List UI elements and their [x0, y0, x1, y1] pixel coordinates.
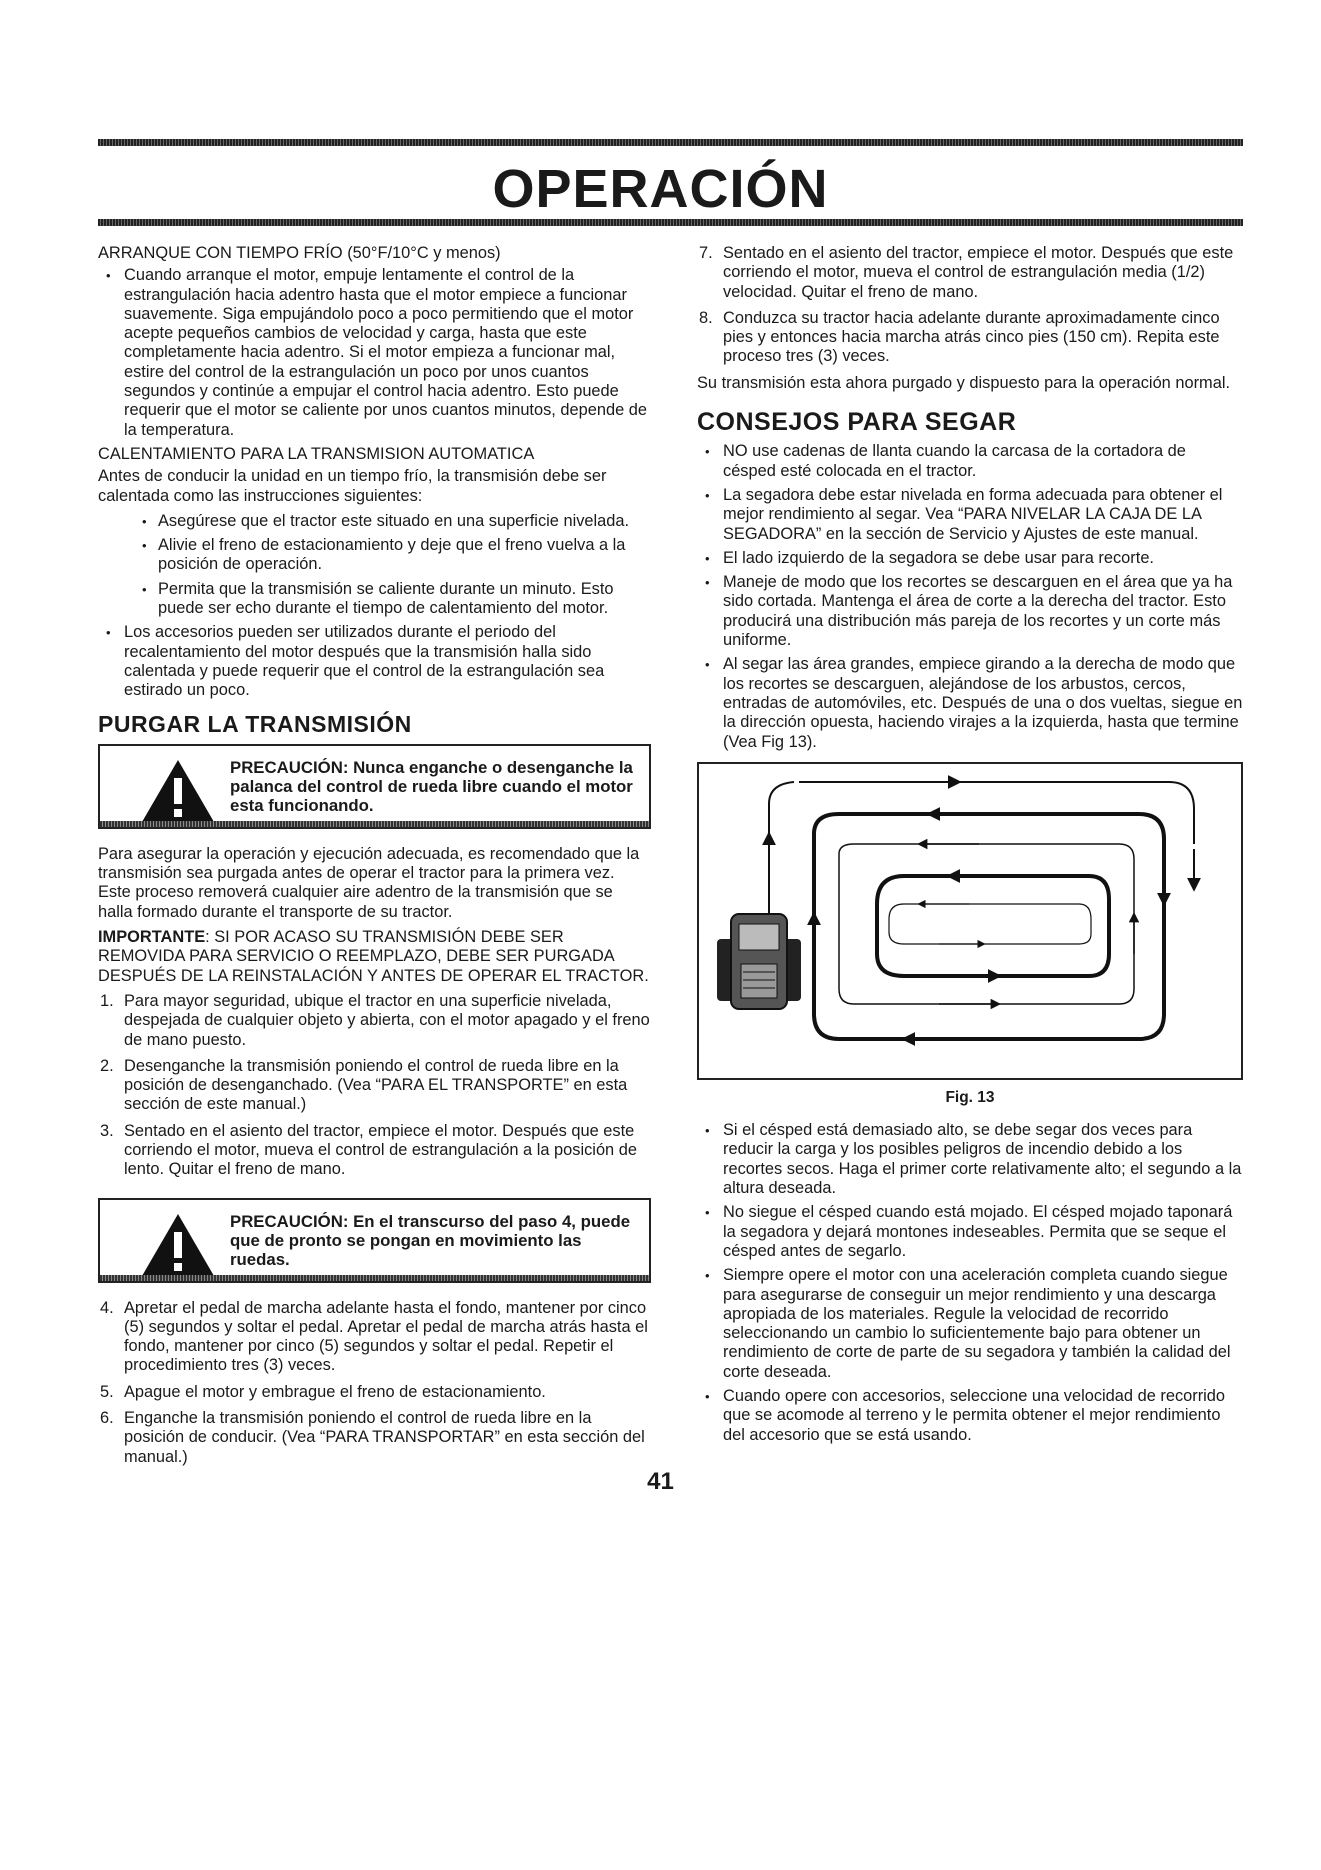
list-item [697, 309, 1243, 367]
warning-text: PRECAUCIÓN: Nunca enganche o desenganche la palanca del control de rueda libre cuando el motor esta funcionando. [230, 757, 633, 815]
list-item: • Permita que la transmisión se caliente durante un minuto. Esto puede ser echo durante el tiempo de calentamiento del motor. [134, 580, 651, 619]
tractor-icon [717, 914, 801, 1009]
list-item [697, 244, 1243, 302]
list-item [98, 1383, 651, 1402]
warning-text: PRECAUCIÓN: En el transcurso del paso 4, puede que de pronto se pongan en movimiento las ruedas. [230, 1211, 631, 1269]
page-number: 41 [647, 1468, 674, 1495]
warning-triangle-icon [140, 1212, 216, 1278]
step-number: 3. [100, 1121, 114, 1140]
accessories-list [98, 623, 651, 700]
cold-start-list [98, 266, 651, 440]
important-label: IMPORTANTE [98, 928, 206, 947]
step-text: Conduzca su tractor hacia adelante durante aproximadamente cinco pies y entonces hacia marcha atrás cinco pies (150 cm). Repita este proceso tres (3) veces. [723, 308, 1220, 366]
list-item: • No siegue el césped cuando está mojado. El césped mojado taponará la segadora y dejará montones indeseables. Permita que se seque el césped antes de segarlo. [697, 1203, 1243, 1261]
list-item [98, 1409, 651, 1467]
step-number: 4. [100, 1298, 114, 1317]
right-column [697, 244, 1243, 1450]
step-text: Desenganche la transmisión poniendo el control de rueda libre en la posición de desenganchado. (Vea “PARA EL TRANSPORTE” en esta sección de este manual.) [124, 1056, 628, 1114]
title-underline-rule [98, 219, 1243, 226]
list-item: • La segadora debe estar nivelada en forma adecuada para obtener el mejor rendimiento al segar. Vea “PARA NIVELAR LA CAJA DE LA SEGADORA” en la sección de Servicio y Ajustes de este manual. [697, 486, 1243, 544]
mowing-tips-list [697, 442, 1243, 751]
purge-steps-c [697, 244, 1243, 367]
list-item: • Al segar las área grandes, empiece girando a la derecha de modo que los recortes se descarguen, alejándose de los arbustos, cercos, entradas de automóviles, etc. Después de una o dos vueltas, siegue en la dirección opuesta, haciendo virajes a la izquierda, hasta que termine (Vea Fig 13). [697, 655, 1243, 751]
purge-intro: Para asegurar la operación y ejecución adecuada, es recomendado que la transmisión sea purgada antes de operar el tractor para la primera vez. Este proceso removerá cualquier aire adentro de la transmisión que se halla formado durante el transporte de su tractor. [98, 844, 640, 921]
warmup-intro: Antes de conducir la unidad en un tiempo frío, la transmisión debe ser calentada como las instrucciones siguientes: [98, 467, 607, 505]
step-text: Para mayor seguridad, ubique el tractor en una superficie nivelada, despejada de cualquier objeto y abierta, con el motor apagado y el freno de mano puesto. [124, 991, 650, 1049]
step-text: Apretar el pedal de marcha adelante hasta el fondo, mantener por cinco (5) segundos y soltar el pedal. Apretar el pedal de marcha atrás hasta el fondo, mantener por cinco (5) segundos y soltar el pedal. Repetir el procedimiento tres (3) veces. [124, 1298, 648, 1375]
step-number: 7. [699, 244, 713, 262]
purge-done-text: Su transmisión esta ahora purgado y dispuesto para la operación normal. [697, 373, 1231, 392]
important-note [98, 928, 651, 986]
mowing-pattern-figure [697, 762, 1243, 1080]
list-item: • Alivie el freno de estacionamiento y deje que el freno vuelva a la posición de operación. [134, 536, 651, 575]
list-item: • NO use cadenas de llanta cuando la carcasa de la cortadora de césped esté colocada en el tractor. [697, 442, 1243, 481]
list-item: • Asegúrese que el tractor este situado en una superficie nivelada. [134, 512, 651, 531]
list-item: • Siempre opere el motor con una aceleración completa cuando siegue para asegurarse de conseguir un mejor rendimiento y una descarga apropiada de los materiales. Regule la velocidad de recorrido seleccionando un cambio lo suficientemente bajo para obtener un rendimiento de corte de parte de su segadora y también la calidad del corte deseada. [697, 1266, 1243, 1382]
cold-start-heading: ARRANQUE CON TIEMPO FRÍO (50°F/10°C y menos) [98, 244, 501, 262]
left-column [98, 244, 651, 1474]
top-rule [98, 139, 1243, 146]
mowing-pattern-diagram [699, 764, 1241, 1074]
step-text: Enganche la transmisión poniendo el control de rueda libre en la posición de conducir. (Vea “PARA TRANSPORTAR” en esta sección del manual.) [124, 1409, 645, 1466]
list-item: • Si el césped está demasiado alto, se debe segar dos veces para reducir la carga y los posibles peligros de incendio debido a los recortes secos. Haga el primer corte relativamente alto; el segundo a la altura deseada. [697, 1121, 1243, 1198]
list-item [98, 992, 651, 1050]
step-text: Apague el motor y embrague el freno de estacionamiento. [124, 1382, 546, 1401]
warning-triangle-icon [140, 758, 216, 824]
list-item: • Cuando opere con accesorios, seleccione una velocidad de recorrido que se acomode al terreno y le permita obtener el mejor rendimiento del accesorio que se está usando. [697, 1387, 1243, 1445]
list-item: • Los accesorios pueden ser utilizados durante el periodo del recalentamiento del motor después que la transmisión halla sido calentada y puede requerir que el control de la estrangulación sea estirado un poco. [98, 623, 651, 700]
list-item: • Maneje de modo que los recortes se descarguen en el área que ya ha sido cortada. Mantenga el área de corte a la derecha del tractor. Esto producirá una distribución más pareja de los recortes y un corte más uniforme. [697, 573, 1243, 650]
page-title: OPERACIÓN [492, 159, 829, 219]
purge-steps-a [98, 992, 651, 1180]
step-text: Sentado en el asiento del tractor, empiece el motor. Después que este corriendo el motor, mueva el control de estrangulación media (1/2) velocidad. Quitar el freno de mano. [723, 244, 1234, 301]
warmup-sublist [98, 512, 651, 618]
list-item [98, 1057, 651, 1115]
list-item [98, 1122, 651, 1180]
mowing-tips-list-2 [697, 1121, 1243, 1445]
list-item [98, 1299, 651, 1376]
step-number: 1. [100, 991, 114, 1010]
list-item: • El lado izquierdo de la segadora se debe usar para recorte. [697, 549, 1243, 568]
warning-box-1 [98, 744, 651, 829]
step-number: 2. [100, 1056, 114, 1075]
step-number: 6. [100, 1409, 114, 1428]
warmup-heading: CALENTAMIENTO PARA LA TRANSMISION AUTOMATICA [98, 444, 535, 463]
warning-stripe [100, 821, 649, 827]
mowing-heading: CONSEJOS PARA SEGAR [697, 408, 1017, 437]
step-number: 5. [100, 1382, 114, 1401]
purge-heading: PURGAR LA TRANSMISIÓN [98, 710, 412, 737]
step-text: Sentado en el asiento del tractor, empiece el motor. Después que este corriendo el motor, mueva el control de estrangulación a la posición de lento. Quitar el freno de mano. [124, 1121, 637, 1179]
step-number: 8. [699, 308, 713, 327]
list-item: • Cuando arranque el motor, empuje lentamente el control de la estrangulación hacia adentro hasta que el motor empiece a funcionar suavemente. Siga empujándolo poco a poco permitiendo que el motor acepte pequeños cambios de velocidad y carga, hasta que este completamente hacia adentro. Si el motor empieza a funcionar mal, estire del control de la estrangulación un poco por unos cuantos segundos y continúe a empujar el control hacia adentro. Esto puede requerir que el motor se caliente por unos cuantos minutos, depende de la temperatura. [98, 266, 651, 440]
warning-stripe [100, 1275, 649, 1281]
warning-box-2 [98, 1198, 651, 1283]
purge-steps-b [98, 1299, 651, 1467]
figure-caption: Fig. 13 [945, 1088, 995, 1106]
important-text: : SI POR ACASO SU TRANSMISIÓN DEBE SER REMOVIDA PARA SERVICIO O REEMPLAZO, DEBE SER PURGADA DESPUÉS DE LA REINSTALACIÓN Y ANTES DE OPERAR EL TRACTOR. [98, 928, 649, 985]
